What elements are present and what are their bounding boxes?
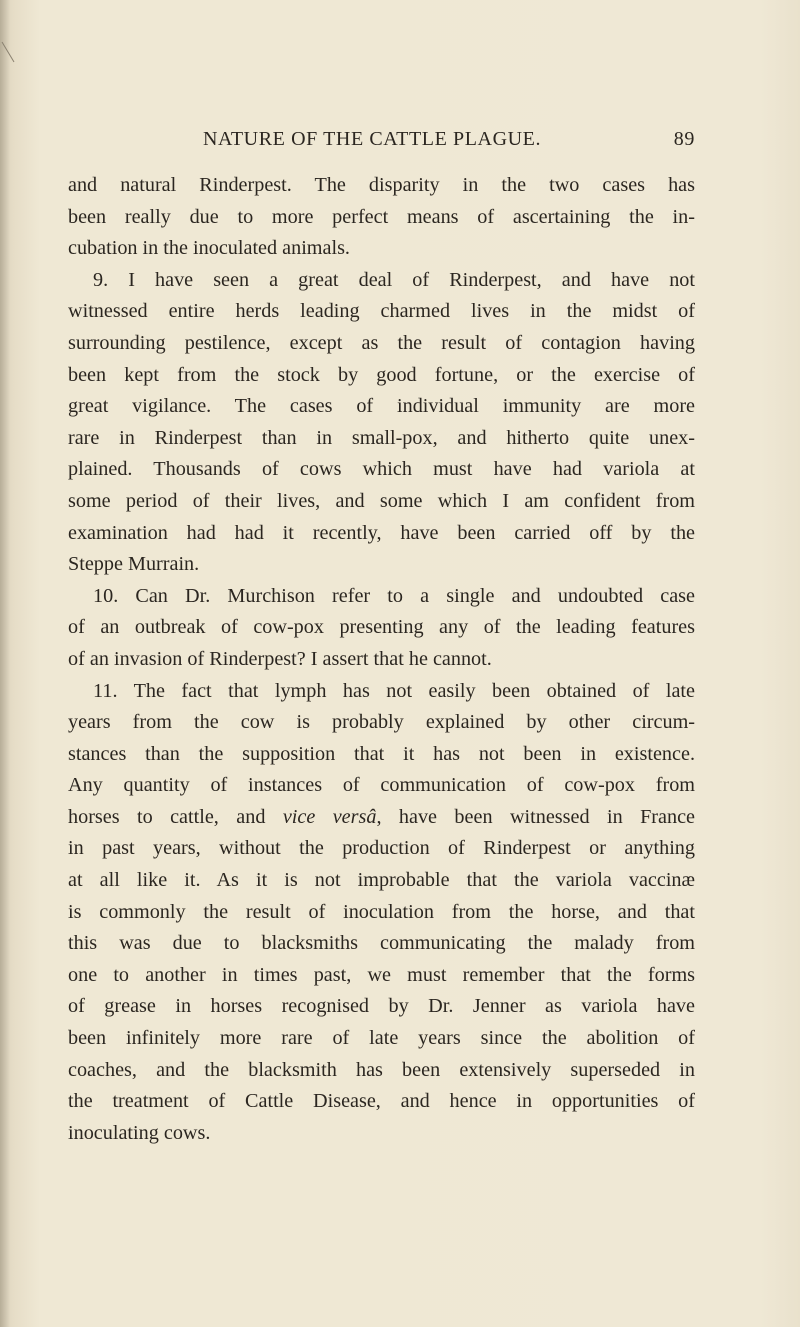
text-line: horses to cattle, and vice versâ, have been witnessed in France — [68, 805, 695, 828]
text-line: Steppe Murrain. — [68, 553, 200, 576]
text-line: cubation in the inoculated animals. — [68, 237, 350, 260]
text-line: 11. The fact that lymph has not easily been obtained of late — [93, 679, 695, 702]
paragraph — [68, 581, 695, 676]
page-header — [175, 128, 695, 158]
text-line: is commonly the result of inoculation from the horse, and that — [68, 900, 695, 923]
page-number: 89 — [673, 128, 695, 150]
text-line: some period of their lives, and some which I am confident from — [68, 489, 695, 512]
text-line: witnessed entire herds leading charmed lives in the midst of — [68, 300, 695, 323]
paragraph — [68, 676, 695, 1150]
body-text — [68, 170, 695, 1149]
text-line: coaches, and the blacksmith has been extensively superseded in — [68, 1058, 695, 1081]
text-line: of an invasion of Rinderpest? I assert that he cannot. — [68, 647, 492, 670]
text-line: of an outbreak of cow-pox presenting any of the leading features — [68, 616, 695, 639]
text-line: 9. I have seen a great deal of Rinderpest, and have not — [93, 268, 695, 291]
paragraph — [68, 170, 695, 265]
text-line: surrounding pestilence, except as the result of contagion having — [68, 331, 695, 354]
text-line: this was due to blacksmiths communicating the malady from — [68, 932, 695, 955]
text-line: been infinitely more rare of late years since the abolition of — [68, 1027, 695, 1050]
text-line: great vigilance. The cases of individual immunity are more — [68, 395, 695, 418]
text-line: one to another in times past, we must remember that the forms — [68, 963, 695, 986]
text-line: inoculating cows. — [68, 1121, 211, 1144]
paragraph — [68, 265, 695, 581]
text-line: rare in Rinderpest than in small-pox, and hitherto quite unex- — [68, 426, 695, 449]
text-line: Any quantity of instances of communication of cow-pox from — [68, 774, 695, 797]
text-line: years from the cow is probably explained by other circum- — [68, 711, 695, 734]
page-corner-mark — [0, 40, 24, 100]
text-line: examination had had it recently, have been carried off by the — [68, 521, 695, 544]
text-line: at all like it. As it is not improbable that the variola vaccinæ — [68, 869, 695, 892]
text-line: been kept from the stock by good fortune, or the exercise of — [68, 363, 695, 386]
text-line: stances than the supposition that it has not been in existence. — [68, 742, 695, 765]
text-line: plained. Thousands of cows which must have had variola at — [68, 458, 695, 481]
text-line: of grease in horses recognised by Dr. Jenner as variola have — [68, 995, 695, 1018]
text-line: the treatment of Cattle Disease, and hence in opportunities of — [68, 1090, 695, 1113]
text-line: in past years, without the production of Rinderpest or anything — [68, 837, 695, 860]
text-line: 10. Can Dr. Murchison refer to a single and undoubted case — [93, 584, 695, 607]
spine-shadow — [0, 0, 10, 1327]
text-line: and natural Rinderpest. The disparity in the two cases has — [68, 174, 695, 196]
running-title: NATURE OF THE CATTLE PLAGUE. — [203, 128, 542, 150]
text-line: been really due to more perfect means of ascertaining the in- — [68, 205, 695, 228]
